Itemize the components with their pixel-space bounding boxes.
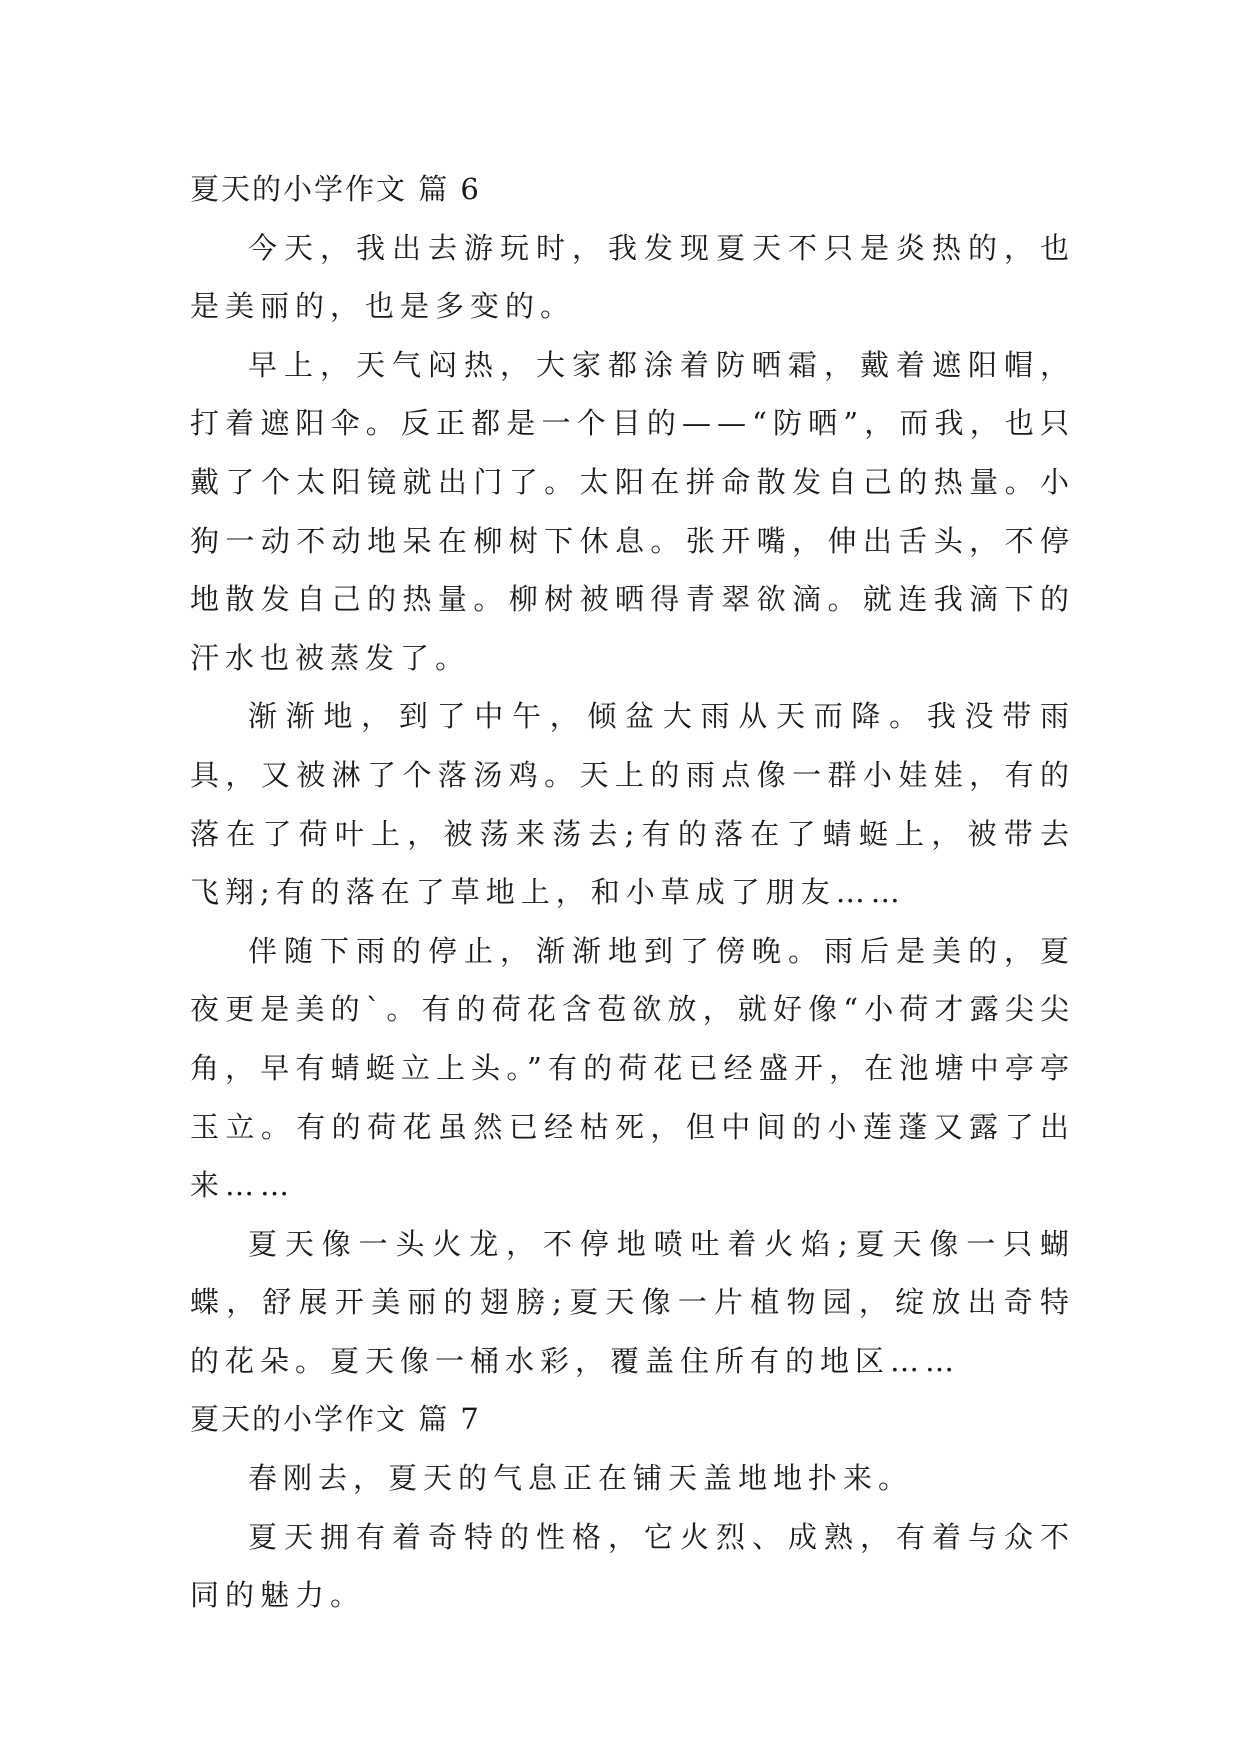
paragraph: 伴随下雨的停止，渐渐地到了傍晚。雨后是美的，夏夜更是美的`。有的荷花含苞欲放，就好像“小荷才露尖尖角，早有蜻蜓立上头。”有的荷花已经盛开，在池塘中亭亭玉立。有的荷花虽然已经枯死，但中间的小莲蓬又露了出来……	[190, 933, 1075, 1203]
paragraph: 渐渐地，到了中午，倾盆大雨从天而降。我没带雨具，又被淋了个落汤鸡。天上的雨点像一群小娃娃，有的落在了荷叶上，被荡来荡去;有的落在了蜻蜓上，被带去飞翔;有的落在了草地上，和小草成了朋友……	[190, 699, 1075, 910]
paragraph: 春刚去，夏天的气息正在铺天盖地地扑来。	[248, 1461, 914, 1496]
document-body	[190, 160, 1075, 1625]
paragraph: 今天，我出去游玩时，我发现夏天不只是炎热的，也是美丽的，也是多变的。	[190, 230, 1075, 324]
paragraph: 夏天像一头火龙，不停地喷吐着火焰;夏天像一只蝴蝶，舒展开美丽的翅膀;夏天像一片植物园，绽放出奇特的花朵。夏天像一桶水彩，覆盖住所有的地区……	[190, 1226, 1075, 1378]
paragraph: 夏天拥有着奇特的性格，它火烈、成熟，有着与众不同的魅力。	[190, 1519, 1075, 1613]
paragraph: 早上，天气闷热，大家都涂着防晒霜，戴着遮阳帽，打着遮阳伞。反正都是一个目的——“防晒”，而我，也只戴了个太阳镜就出门了。太阳在拼命散发自己的热量。小狗一动不动地呆在柳树下休息。张开嘴，伸出舌头，不停地散发自己的热量。柳树被晒得青翠欲滴。就连我滴下的汗水也被蒸发了。	[190, 347, 1075, 675]
section-heading: 夏天的小学作文 篇 6	[190, 172, 481, 206]
section-heading: 夏天的小学作文 篇 7	[190, 1402, 481, 1437]
